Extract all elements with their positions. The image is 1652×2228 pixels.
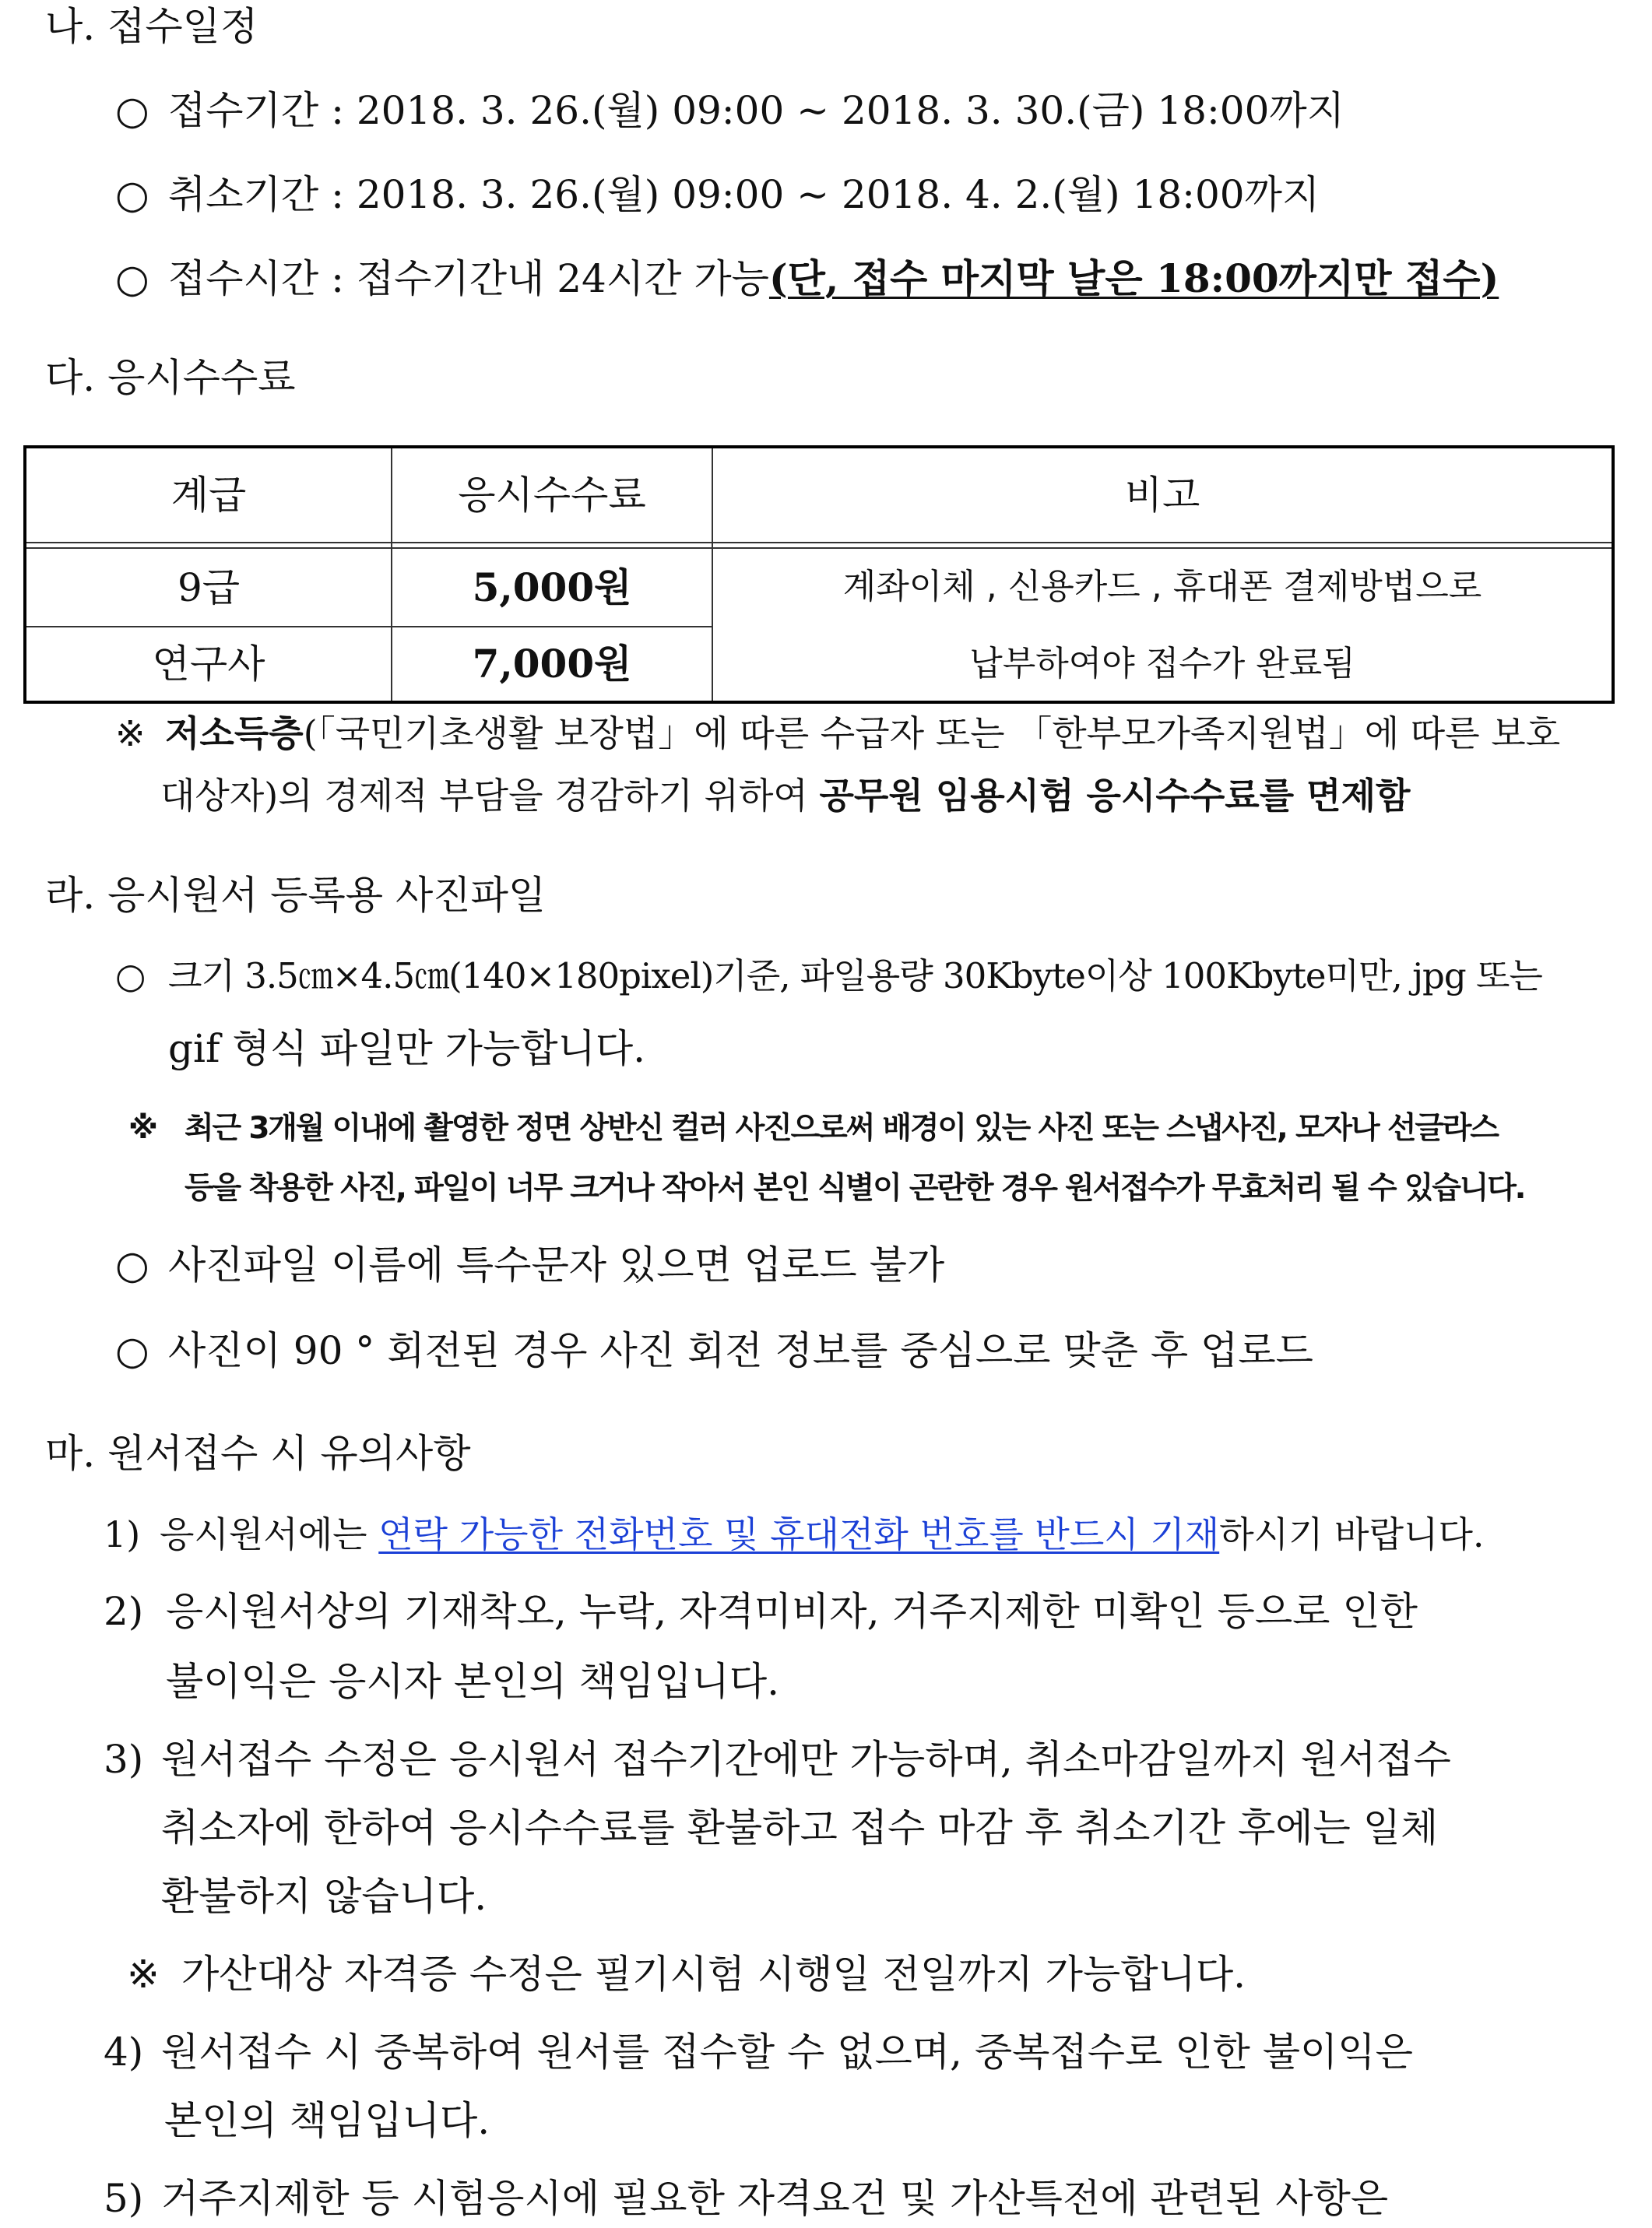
notice-item-4: 4) 원서접수 시 중복하여 원서를 접수할 수 없으며, 중복접수로 인한 불이익은 xyxy=(104,2029,1413,2075)
table-cell-grade: 9급 xyxy=(177,564,241,610)
bullet-icon: ○ xyxy=(115,256,149,301)
notice-certificate-note: ※ 가산대상 자격증 수정은 필기시험 시행일 전일까지 가능합니다. xyxy=(127,1952,1246,1997)
notice-item-2-cont: 불이익은 응시자 본인의 책임입니다. xyxy=(166,1659,780,1704)
table-divider xyxy=(26,542,1612,543)
fee-exemption-note-cont: 대상자)의 경제적 부담을 경감하기 위하여 공무원 임용시험 응시수수료를 면제함 xyxy=(160,775,1411,817)
section-heading-schedule: 나. 접수일정 xyxy=(45,4,258,49)
contact-requirement-link[interactable]: 연락 가능한 전화번호 및 휴대전화 번호를 반드시 기재 xyxy=(378,1513,1220,1555)
bullet-icon: ○ xyxy=(115,1242,149,1288)
schedule-item-hours: ○ 접수시간 : 접수기간내 24시간 가능(단, 접수 마지막 날은 18:00까지만 접수) xyxy=(115,255,1499,301)
notice-item-3-cont: 취소자에 한하여 응시수수료를 환불하고 접수 마감 후 취소기간 후에는 일체 xyxy=(161,1805,1439,1850)
table-cell-remark-line1: 계좌이체 , 신용카드 , 휴대폰 결제방법으로 xyxy=(842,567,1482,607)
bullet-icon: ○ xyxy=(115,172,149,217)
notice-item-3: 3) 원서접수 수정은 응시원서 접수기간에만 가능하며, 취소마감일까지 원서접수 xyxy=(104,1737,1451,1782)
bullet-icon: ○ xyxy=(115,88,149,133)
fee-table xyxy=(23,445,1615,704)
note-mark: ※ xyxy=(128,1111,156,1146)
schedule-item-receipt: ○ 접수기간 : 2018. 3. 26.(월) 09:00 ~ 2018. 3. 30.(금) 18:00까지 xyxy=(115,88,1345,133)
table-header-grade: 계급 xyxy=(170,473,247,518)
note-mark: ※ xyxy=(127,1952,160,1997)
notice-item-4-cont: 본인의 책임입니다. xyxy=(164,2098,490,2143)
photo-item-size-cont: gif 형식 파일만 가능합니다. xyxy=(168,1026,646,1071)
bullet-icon: ○ xyxy=(115,955,146,996)
photo-item-filename: ○ 사진파일 이름에 특수문자 있으면 업로드 불가 xyxy=(115,1242,945,1288)
photo-warning-note-cont: 등을 착용한 사진, 파일이 너무 크거나 작아서 본인 식별이 곤란한 경우 원서접수가 무효처리 될 수 있습니다. xyxy=(185,1171,1525,1206)
notice-item-1: 1) 응시원서에는 연락 가능한 전화번호 및 휴대전화 번호를 반드시 기재하시기 바랍니다. xyxy=(104,1513,1485,1555)
table-cell-fee: 5,000원 xyxy=(472,564,632,610)
table-cell-fee: 7,000원 xyxy=(472,641,632,687)
section-heading-photo: 라. 응시원서 등록용 사진파일 xyxy=(45,873,547,918)
schedule-item-cancel: ○ 취소기간 : 2018. 3. 26.(월) 09:00 ~ 2018. 4. 2.(월) 18:00까지 xyxy=(115,172,1320,217)
bullet-icon: ○ xyxy=(115,1328,149,1373)
section-heading-notice: 마. 원서접수 시 유의사항 xyxy=(45,1431,471,1476)
table-header-fee: 응시수수료 xyxy=(458,473,646,518)
photo-warning-note: ※ 최근 3개월 이내에 촬영한 정면 상반신 컬러 사진으로써 배경이 있는 사진 또는 스냅사진, 모자나 선글라스 xyxy=(128,1111,1498,1146)
notice-item-5: 5) 거주지제한 등 시험응시에 필요한 자격요건 및 가산특전에 관련된 사항은 xyxy=(104,2176,1389,2221)
fee-exemption-note: ※ 저소득층(「국민기초생활 보장법」에 따른 수급자 또는 「한부모가족지원법」에 따른 보호 xyxy=(115,712,1561,754)
table-cell-remark-line2: 납부하여야 접수가 완료됨 xyxy=(969,643,1355,684)
table-header-remark: 비고 xyxy=(1124,473,1200,518)
section-heading-fee: 다. 응시수수료 xyxy=(45,355,296,400)
deadline-emphasis: (단, 접수 마지막 날은 18:00까지만 접수) xyxy=(768,255,1499,301)
note-mark: ※ xyxy=(115,712,146,754)
photo-item-size: ○ 크기 3.5㎝×4.5㎝(140×180pixel)기준, 파일용량 30Kbyte이상 100Kbyte미만, jpg 또는 xyxy=(115,955,1542,996)
photo-item-rotation: ○ 사진이 90 ° 회전된 경우 사진 회전 정보를 중심으로 맞춘 후 업로드 xyxy=(115,1328,1313,1373)
table-cell-grade: 연구사 xyxy=(152,641,265,687)
notice-item-2: 2) 응시원서상의 기재착오, 누락, 자격미비자, 거주지제한 미확인 등으로 인한 xyxy=(104,1589,1418,1634)
notice-item-3-cont: 환불하지 않습니다. xyxy=(161,1874,487,1919)
